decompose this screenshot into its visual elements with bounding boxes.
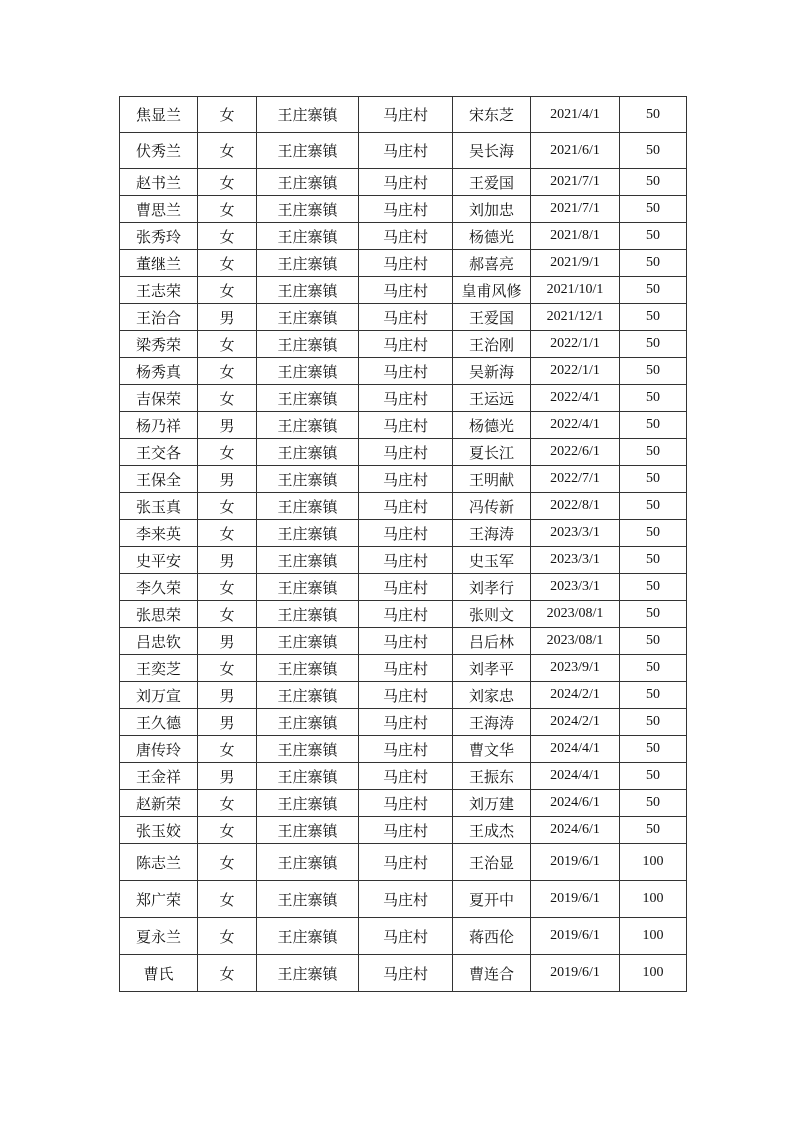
contact-cell: 曹文华 xyxy=(453,736,531,763)
gender-cell: 女 xyxy=(198,655,257,682)
date-cell: 2021/7/1 xyxy=(531,169,620,196)
table-row xyxy=(120,763,687,790)
date-cell: 2023/9/1 xyxy=(531,655,620,682)
village-cell: 马庄村 xyxy=(359,196,453,223)
table-row xyxy=(120,574,687,601)
amount-cell: 50 xyxy=(620,250,687,277)
village-cell: 马庄村 xyxy=(359,439,453,466)
table-row xyxy=(120,709,687,736)
amount-cell: 50 xyxy=(620,385,687,412)
date-cell: 2021/10/1 xyxy=(531,277,620,304)
gender-cell: 男 xyxy=(198,628,257,655)
gender-cell: 男 xyxy=(198,412,257,439)
town-cell: 王庄寨镇 xyxy=(257,358,359,385)
contact-cell: 吴新海 xyxy=(453,358,531,385)
amount-cell: 50 xyxy=(620,709,687,736)
gender-cell: 女 xyxy=(198,790,257,817)
amount-cell: 50 xyxy=(620,682,687,709)
village-cell: 马庄村 xyxy=(359,331,453,358)
date-cell: 2022/1/1 xyxy=(531,358,620,385)
village-cell: 马庄村 xyxy=(359,817,453,844)
name-cell: 刘万宣 xyxy=(120,682,198,709)
amount-cell: 50 xyxy=(620,763,687,790)
town-cell: 王庄寨镇 xyxy=(257,655,359,682)
contact-cell: 史玉军 xyxy=(453,547,531,574)
name-cell: 唐传玲 xyxy=(120,736,198,763)
name-cell: 王久德 xyxy=(120,709,198,736)
town-cell: 王庄寨镇 xyxy=(257,133,359,169)
amount-cell: 50 xyxy=(620,547,687,574)
gender-cell: 女 xyxy=(198,844,257,881)
table-row xyxy=(120,918,687,955)
date-cell: 2019/6/1 xyxy=(531,881,620,918)
town-cell: 王庄寨镇 xyxy=(257,439,359,466)
name-cell: 王金祥 xyxy=(120,763,198,790)
amount-cell: 50 xyxy=(620,169,687,196)
contact-cell: 王海涛 xyxy=(453,709,531,736)
name-cell: 焦显兰 xyxy=(120,97,198,133)
contact-cell: 夏开中 xyxy=(453,881,531,918)
town-cell: 王庄寨镇 xyxy=(257,955,359,992)
town-cell: 王庄寨镇 xyxy=(257,169,359,196)
name-cell: 张玉真 xyxy=(120,493,198,520)
table-row xyxy=(120,601,687,628)
town-cell: 王庄寨镇 xyxy=(257,918,359,955)
amount-cell: 100 xyxy=(620,955,687,992)
gender-cell: 女 xyxy=(198,331,257,358)
table-row xyxy=(120,196,687,223)
town-cell: 王庄寨镇 xyxy=(257,844,359,881)
name-cell: 曹思兰 xyxy=(120,196,198,223)
date-cell: 2019/6/1 xyxy=(531,918,620,955)
village-cell: 马庄村 xyxy=(359,844,453,881)
table-row xyxy=(120,133,687,169)
name-cell: 夏永兰 xyxy=(120,918,198,955)
name-cell: 吕忠钦 xyxy=(120,628,198,655)
register-table xyxy=(119,96,687,992)
town-cell: 王庄寨镇 xyxy=(257,223,359,250)
name-cell: 李来英 xyxy=(120,520,198,547)
date-cell: 2022/7/1 xyxy=(531,466,620,493)
gender-cell: 女 xyxy=(198,736,257,763)
gender-cell: 女 xyxy=(198,97,257,133)
town-cell: 王庄寨镇 xyxy=(257,709,359,736)
table-row xyxy=(120,331,687,358)
table-row xyxy=(120,250,687,277)
name-cell: 王治合 xyxy=(120,304,198,331)
village-cell: 马庄村 xyxy=(359,790,453,817)
town-cell: 王庄寨镇 xyxy=(257,763,359,790)
contact-cell: 夏长江 xyxy=(453,439,531,466)
gender-cell: 女 xyxy=(198,277,257,304)
contact-cell: 刘加忠 xyxy=(453,196,531,223)
gender-cell: 女 xyxy=(198,601,257,628)
village-cell: 马庄村 xyxy=(359,709,453,736)
amount-cell: 50 xyxy=(620,277,687,304)
date-cell: 2024/2/1 xyxy=(531,682,620,709)
name-cell: 赵新荣 xyxy=(120,790,198,817)
village-cell: 马庄村 xyxy=(359,628,453,655)
village-cell: 马庄村 xyxy=(359,412,453,439)
table-row xyxy=(120,358,687,385)
table-row xyxy=(120,223,687,250)
village-cell: 马庄村 xyxy=(359,918,453,955)
date-cell: 2023/3/1 xyxy=(531,574,620,601)
gender-cell: 女 xyxy=(198,520,257,547)
date-cell: 2023/08/1 xyxy=(531,601,620,628)
date-cell: 2021/8/1 xyxy=(531,223,620,250)
amount-cell: 50 xyxy=(620,412,687,439)
town-cell: 王庄寨镇 xyxy=(257,520,359,547)
date-cell: 2021/9/1 xyxy=(531,250,620,277)
date-cell: 2024/6/1 xyxy=(531,790,620,817)
town-cell: 王庄寨镇 xyxy=(257,385,359,412)
amount-cell: 50 xyxy=(620,736,687,763)
contact-cell: 王运远 xyxy=(453,385,531,412)
date-cell: 2021/6/1 xyxy=(531,133,620,169)
town-cell: 王庄寨镇 xyxy=(257,601,359,628)
table-row xyxy=(120,790,687,817)
village-cell: 马庄村 xyxy=(359,277,453,304)
gender-cell: 女 xyxy=(198,955,257,992)
name-cell: 郑广荣 xyxy=(120,881,198,918)
contact-cell: 张则文 xyxy=(453,601,531,628)
name-cell: 王志荣 xyxy=(120,277,198,304)
name-cell: 王交各 xyxy=(120,439,198,466)
village-cell: 马庄村 xyxy=(359,547,453,574)
contact-cell: 王海涛 xyxy=(453,520,531,547)
name-cell: 李久荣 xyxy=(120,574,198,601)
table-row xyxy=(120,304,687,331)
contact-cell: 宋东芝 xyxy=(453,97,531,133)
contact-cell: 王振东 xyxy=(453,763,531,790)
gender-cell: 女 xyxy=(198,881,257,918)
village-cell: 马庄村 xyxy=(359,97,453,133)
name-cell: 吉保荣 xyxy=(120,385,198,412)
name-cell: 张思荣 xyxy=(120,601,198,628)
amount-cell: 50 xyxy=(620,493,687,520)
date-cell: 2021/12/1 xyxy=(531,304,620,331)
name-cell: 王保全 xyxy=(120,466,198,493)
table-row xyxy=(120,682,687,709)
gender-cell: 女 xyxy=(198,439,257,466)
village-cell: 马庄村 xyxy=(359,655,453,682)
date-cell: 2022/4/1 xyxy=(531,385,620,412)
contact-cell: 王爱国 xyxy=(453,304,531,331)
contact-cell: 刘孝行 xyxy=(453,574,531,601)
town-cell: 王庄寨镇 xyxy=(257,574,359,601)
gender-cell: 男 xyxy=(198,304,257,331)
date-cell: 2022/8/1 xyxy=(531,493,620,520)
gender-cell: 男 xyxy=(198,547,257,574)
contact-cell: 王治显 xyxy=(453,844,531,881)
contact-cell: 冯传新 xyxy=(453,493,531,520)
amount-cell: 50 xyxy=(620,304,687,331)
date-cell: 2021/4/1 xyxy=(531,97,620,133)
gender-cell: 女 xyxy=(198,223,257,250)
gender-cell: 男 xyxy=(198,682,257,709)
table-row xyxy=(120,881,687,918)
name-cell: 张秀玲 xyxy=(120,223,198,250)
amount-cell: 50 xyxy=(620,520,687,547)
date-cell: 2023/08/1 xyxy=(531,628,620,655)
date-cell: 2022/1/1 xyxy=(531,331,620,358)
table-row xyxy=(120,844,687,881)
village-cell: 马庄村 xyxy=(359,304,453,331)
amount-cell: 50 xyxy=(620,628,687,655)
gender-cell: 女 xyxy=(198,574,257,601)
gender-cell: 男 xyxy=(198,763,257,790)
amount-cell: 100 xyxy=(620,844,687,881)
table-row xyxy=(120,97,687,133)
contact-cell: 王明献 xyxy=(453,466,531,493)
name-cell: 杨秀真 xyxy=(120,358,198,385)
name-cell: 王奕芝 xyxy=(120,655,198,682)
name-cell: 赵书兰 xyxy=(120,169,198,196)
name-cell: 董继兰 xyxy=(120,250,198,277)
contact-cell: 曹连合 xyxy=(453,955,531,992)
village-cell: 马庄村 xyxy=(359,763,453,790)
amount-cell: 50 xyxy=(620,655,687,682)
table-row xyxy=(120,385,687,412)
name-cell: 陈志兰 xyxy=(120,844,198,881)
town-cell: 王庄寨镇 xyxy=(257,628,359,655)
village-cell: 马庄村 xyxy=(359,682,453,709)
date-cell: 2022/4/1 xyxy=(531,412,620,439)
gender-cell: 女 xyxy=(198,817,257,844)
table-row xyxy=(120,655,687,682)
town-cell: 王庄寨镇 xyxy=(257,250,359,277)
contact-cell: 郝喜亮 xyxy=(453,250,531,277)
table-row xyxy=(120,169,687,196)
amount-cell: 50 xyxy=(620,817,687,844)
name-cell: 史平安 xyxy=(120,547,198,574)
village-cell: 马庄村 xyxy=(359,493,453,520)
date-cell: 2022/6/1 xyxy=(531,439,620,466)
town-cell: 王庄寨镇 xyxy=(257,682,359,709)
town-cell: 王庄寨镇 xyxy=(257,817,359,844)
amount-cell: 50 xyxy=(620,223,687,250)
amount-cell: 50 xyxy=(620,133,687,169)
contact-cell: 王爱国 xyxy=(453,169,531,196)
register-table-container xyxy=(119,96,687,992)
amount-cell: 50 xyxy=(620,331,687,358)
table-row xyxy=(120,628,687,655)
village-cell: 马庄村 xyxy=(359,881,453,918)
table-row xyxy=(120,277,687,304)
village-cell: 马庄村 xyxy=(359,574,453,601)
village-cell: 马庄村 xyxy=(359,385,453,412)
register-table-body xyxy=(120,97,687,992)
name-cell: 曹氏 xyxy=(120,955,198,992)
date-cell: 2024/4/1 xyxy=(531,763,620,790)
village-cell: 马庄村 xyxy=(359,736,453,763)
amount-cell: 50 xyxy=(620,466,687,493)
contact-cell: 刘孝平 xyxy=(453,655,531,682)
date-cell: 2023/3/1 xyxy=(531,547,620,574)
town-cell: 王庄寨镇 xyxy=(257,97,359,133)
gender-cell: 男 xyxy=(198,709,257,736)
town-cell: 王庄寨镇 xyxy=(257,277,359,304)
date-cell: 2024/6/1 xyxy=(531,817,620,844)
contact-cell: 刘万建 xyxy=(453,790,531,817)
gender-cell: 女 xyxy=(198,358,257,385)
contact-cell: 蒋西伦 xyxy=(453,918,531,955)
table-row xyxy=(120,493,687,520)
town-cell: 王庄寨镇 xyxy=(257,881,359,918)
town-cell: 王庄寨镇 xyxy=(257,466,359,493)
date-cell: 2021/7/1 xyxy=(531,196,620,223)
table-row xyxy=(120,520,687,547)
table-row xyxy=(120,547,687,574)
table-row xyxy=(120,439,687,466)
amount-cell: 50 xyxy=(620,574,687,601)
amount-cell: 50 xyxy=(620,196,687,223)
town-cell: 王庄寨镇 xyxy=(257,790,359,817)
amount-cell: 50 xyxy=(620,439,687,466)
village-cell: 马庄村 xyxy=(359,466,453,493)
table-row xyxy=(120,817,687,844)
town-cell: 王庄寨镇 xyxy=(257,196,359,223)
date-cell: 2023/3/1 xyxy=(531,520,620,547)
date-cell: 2024/4/1 xyxy=(531,736,620,763)
amount-cell: 100 xyxy=(620,881,687,918)
name-cell: 张玉姣 xyxy=(120,817,198,844)
name-cell: 梁秀荣 xyxy=(120,331,198,358)
gender-cell: 女 xyxy=(198,169,257,196)
contact-cell: 王治刚 xyxy=(453,331,531,358)
gender-cell: 女 xyxy=(198,918,257,955)
table-row xyxy=(120,955,687,992)
name-cell: 伏秀兰 xyxy=(120,133,198,169)
amount-cell: 50 xyxy=(620,601,687,628)
table-row xyxy=(120,466,687,493)
date-cell: 2024/2/1 xyxy=(531,709,620,736)
village-cell: 马庄村 xyxy=(359,250,453,277)
contact-cell: 吕后林 xyxy=(453,628,531,655)
village-cell: 马庄村 xyxy=(359,133,453,169)
amount-cell: 50 xyxy=(620,358,687,385)
contact-cell: 刘家忠 xyxy=(453,682,531,709)
town-cell: 王庄寨镇 xyxy=(257,736,359,763)
amount-cell: 100 xyxy=(620,918,687,955)
contact-cell: 杨德光 xyxy=(453,412,531,439)
amount-cell: 50 xyxy=(620,790,687,817)
gender-cell: 女 xyxy=(198,385,257,412)
gender-cell: 男 xyxy=(198,466,257,493)
contact-cell: 杨德光 xyxy=(453,223,531,250)
village-cell: 马庄村 xyxy=(359,169,453,196)
town-cell: 王庄寨镇 xyxy=(257,493,359,520)
village-cell: 马庄村 xyxy=(359,601,453,628)
amount-cell: 50 xyxy=(620,97,687,133)
village-cell: 马庄村 xyxy=(359,520,453,547)
table-row xyxy=(120,736,687,763)
table-row xyxy=(120,412,687,439)
village-cell: 马庄村 xyxy=(359,223,453,250)
date-cell: 2019/6/1 xyxy=(531,844,620,881)
contact-cell: 王成杰 xyxy=(453,817,531,844)
gender-cell: 女 xyxy=(198,133,257,169)
town-cell: 王庄寨镇 xyxy=(257,547,359,574)
town-cell: 王庄寨镇 xyxy=(257,412,359,439)
town-cell: 王庄寨镇 xyxy=(257,331,359,358)
date-cell: 2019/6/1 xyxy=(531,955,620,992)
town-cell: 王庄寨镇 xyxy=(257,304,359,331)
gender-cell: 女 xyxy=(198,196,257,223)
village-cell: 马庄村 xyxy=(359,358,453,385)
gender-cell: 女 xyxy=(198,250,257,277)
gender-cell: 女 xyxy=(198,493,257,520)
contact-cell: 皇甫风修 xyxy=(453,277,531,304)
contact-cell: 吴长海 xyxy=(453,133,531,169)
name-cell: 杨乃祥 xyxy=(120,412,198,439)
village-cell: 马庄村 xyxy=(359,955,453,992)
